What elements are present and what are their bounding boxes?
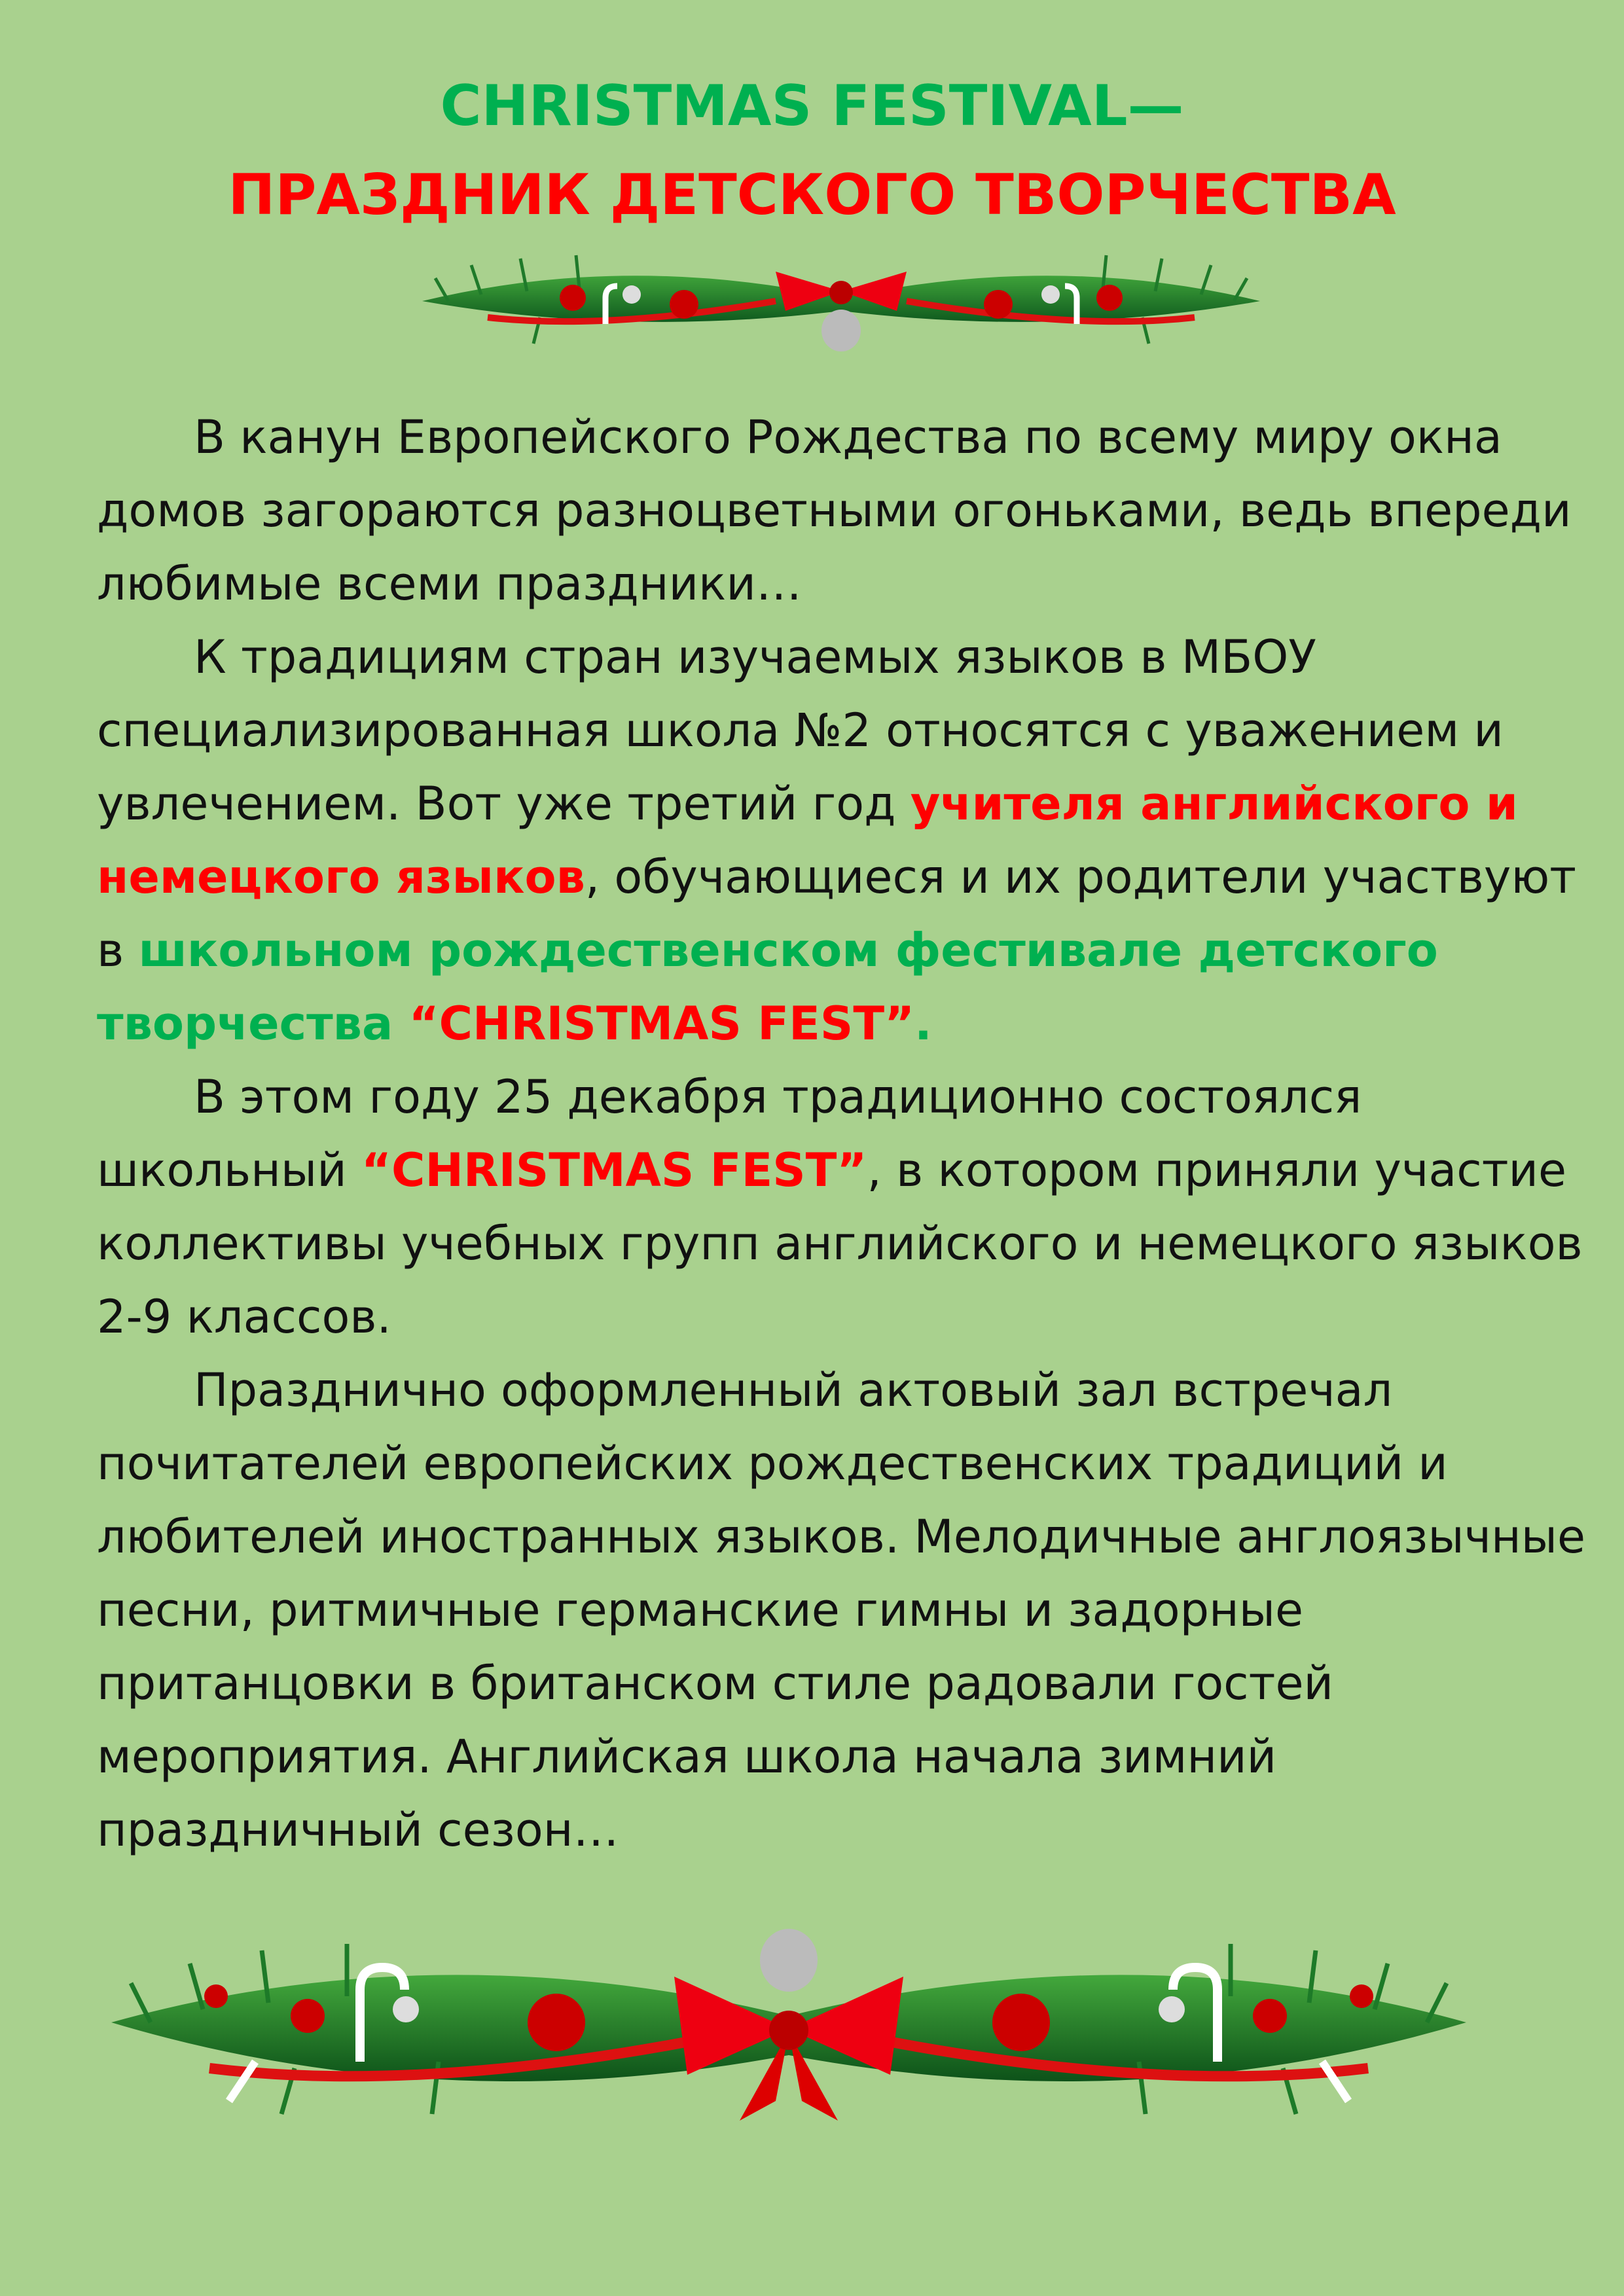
highlight-period: .	[914, 997, 932, 1050]
paragraph-4: Празднично оформленный актовый зал встречал почитателей европейских рождественских традиций и любителей иностранных языков. Мелодичные англоязычные песни, ритмичные германские гимны и задорные пританцовки в британском стиле радовали гостей мероприятия. Английская школа начала зимний праздничный сезон…	[97, 1363, 1586, 1857]
christmas-garland-icon	[409, 239, 1273, 357]
title-line-1: CHRISTMAS FESTIVAL—	[440, 73, 1184, 139]
paragraph-3	[97, 1060, 1596, 1354]
title-line-2: ПРАЗДНИК ДЕТСКОГО ТВОРЧЕСТВА	[228, 162, 1396, 228]
highlight-christmas-fest-2: “CHRISTMAS FEST”	[361, 1143, 867, 1197]
paragraph-2-text-b: , обучающиеся и их родители участвуют в	[97, 850, 1577, 977]
highlight-christmas-fest: “CHRISTMAS FEST”	[408, 997, 915, 1050]
paragraph-2	[97, 620, 1596, 1060]
highlight-festival: школьном рождественском фестивале детского творчества	[97, 924, 1438, 1050]
paragraph-2-text-a: К традициям стран изучаемых языков в МБОУ специализированная школа №2 относятся с уважением и увлечением. Вот уже третий год	[97, 630, 1504, 831]
paragraph-1: В канун Европейского Рождества по всему миру окна домов загораются разноцветными огоньками, ведь впереди любимые всеми праздники…	[97, 410, 1572, 611]
paragraph-3-text-a: В этом году 25 декабря традиционно состоялся школьный	[97, 1070, 1362, 1197]
christmas-garland-icon	[98, 1905, 1479, 2153]
paragraph-3-text-b: , в котором приняли участие коллективы учебных групп английского и немецкого языков 2-9 классов.	[97, 1143, 1583, 1344]
highlight-teachers: учителя английского и немецкого языков	[97, 777, 1518, 904]
article-body	[97, 401, 1596, 1867]
